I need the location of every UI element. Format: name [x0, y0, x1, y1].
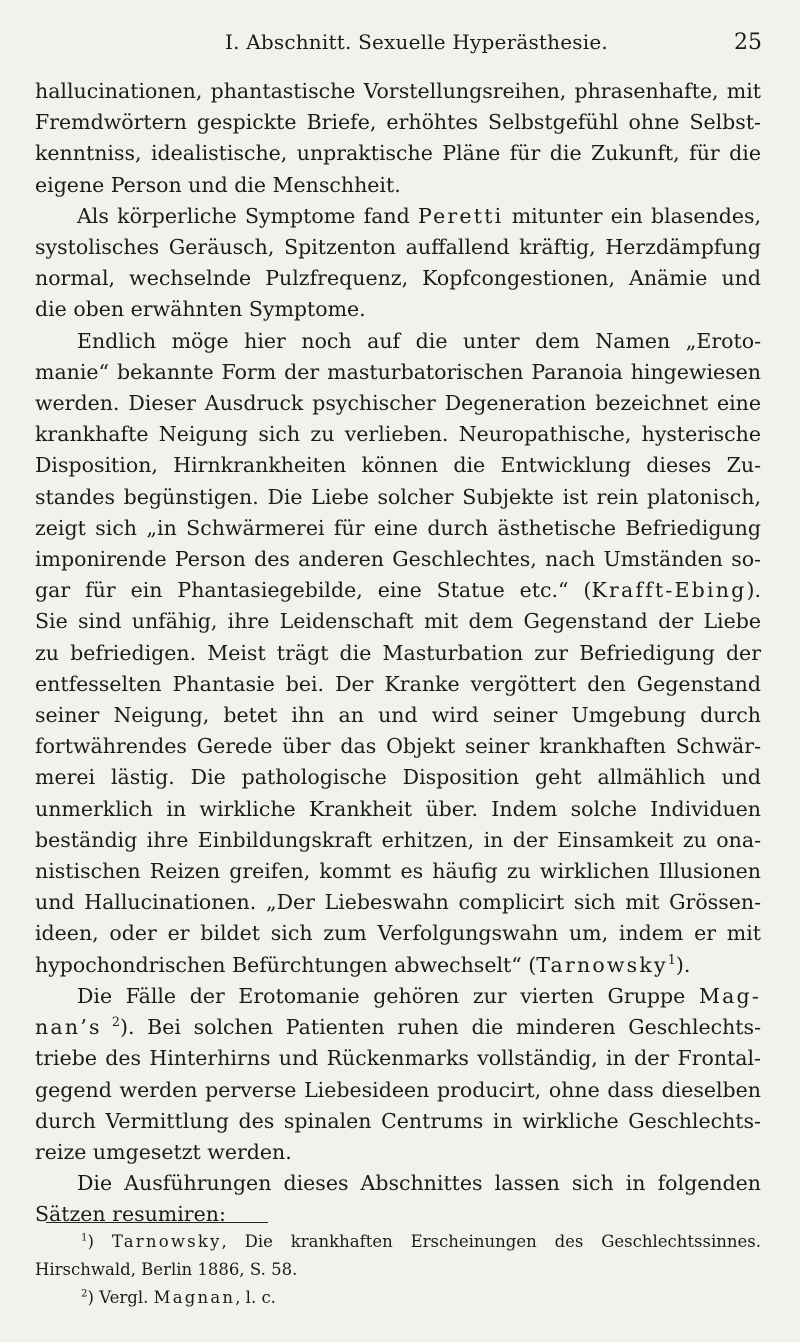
text-line: durch Vermittlung des spinalen Centrums in wirkliche Geschlechts-	[35, 1108, 761, 1133]
author-name-tarnowsky: Tarnowsky	[536, 952, 668, 977]
footnote-1-cont: Hirschwald, Berlin 1886, S. 58.	[35, 1260, 298, 1279]
text-line: eigene Person und die Menschheit.	[35, 172, 401, 197]
text-line: normal, wechselnde Pulzfrequenz, Kopfcongestionen, Anämie und	[35, 266, 761, 291]
text-line: werden. Dieser Ausdruck psychischer Degeneration bezeichnet eine	[35, 391, 761, 416]
text-span: ).	[746, 578, 761, 603]
text-line	[35, 1012, 761, 1043]
text-line: Sätzen resumiren:	[35, 1202, 226, 1227]
footnotes	[35, 1228, 761, 1312]
footnote-ref-2[interactable]: 2	[101, 1014, 120, 1030]
text-line: standes begünstigen. Die Liebe solcher Subjekte ist rein platonisch,	[35, 484, 761, 509]
text-line: manie“ bekannte Form der masturbatorischen Paranoia hingewiesen	[35, 359, 761, 384]
text-span: Als körperliche Symptome fand	[77, 203, 419, 228]
footnote-1: $^1$) Tarnowsky, Die krankhaften Erscheinungen des Geschlechtssinnes.	[81, 1232, 761, 1251]
footnote-ref-1[interactable]: 1	[667, 951, 676, 967]
text-line: kenntniss, idealistische, unpraktische Pläne für die Zukunft, für die	[35, 141, 761, 166]
text-span: , Die krankhaften Erscheinungen des Geschlechtssinnes.	[221, 1232, 761, 1251]
text-line: Disposition, Hirnkrankheiten können die Entwicklung dieses Zu-	[35, 453, 761, 478]
author-name-krafft-ebing: Krafft-Ebing	[591, 578, 747, 603]
footnote-mark-2: 2	[81, 1288, 88, 1300]
text-line: die oben erwähnten Symptome.	[35, 297, 366, 322]
text-span: gar für ein Phantasiegebilde, eine Statue etc.“ (	[35, 578, 592, 603]
text-line: beständig ihre Einbildungskraft erhitzen, in der Einsamkeit zu ona-	[35, 827, 761, 852]
author-name-magnan-cont: nan’s	[35, 1015, 102, 1040]
text-span: Vergl.	[99, 1288, 154, 1307]
text-line: systolisches Geräusch, Spitzenton auffallend kräftig, Herzdämpfung	[35, 235, 761, 260]
text-line: krankhafte Neigung sich zu verlieben. Neuropathische, hysterische	[35, 422, 761, 447]
text-line: ideen, oder er bildet sich zum Verfolgungswahn um, indem er mit	[35, 921, 761, 946]
text-line: fortwährendes Gerede über das Objekt seiner krankhaften Schwär-	[35, 734, 761, 759]
author-name-magnan: Mag-	[698, 983, 761, 1008]
text-line: reize umgesetzt werden.	[35, 1139, 292, 1164]
text-line: triebe des Hinterhirns und Rückenmarks vollständig, in der Frontal-	[35, 1046, 761, 1071]
footnote-mark-1: 1	[81, 1232, 88, 1244]
text-line: unmerklich in wirkliche Krankheit über. Indem solche Individuen	[35, 796, 761, 821]
text-line: zeigt sich „in Schwärmerei für eine durch ästhetische Befriedigung	[35, 515, 761, 540]
text-span: Die Fälle der Erotomanie gehören zur vierten Gruppe	[77, 983, 699, 1008]
text-line: nistischen Reizen greifen, kommt es häufig zu wirklichen Illusionen	[35, 859, 761, 884]
text-line	[35, 575, 761, 606]
text-line: hallucinationen, phantastische Vorstellungsreihen, phrasenhafte, mit	[35, 79, 761, 103]
text-line: gegend werden perverse Liebesideen producirt, ohne dass dieselben	[35, 1077, 761, 1102]
text-span: ). Bei solchen Patienten ruhen die minderen Geschlechts-	[119, 1015, 761, 1040]
running-head	[0, 30, 800, 60]
text-line	[35, 950, 761, 981]
text-line: zu befriedigen. Meist trägt die Masturbation zur Befriedigung der	[35, 640, 761, 665]
chapter-title: I. Abschnitt. Sexuelle Hyperästhesie.	[225, 30, 608, 54]
text-line: merei lästig. Die pathologische Disposition geht allmählich und	[35, 765, 761, 790]
body-text	[35, 76, 761, 1231]
footnote-2: $^2$) Vergl. Magnan, l. c.	[81, 1288, 276, 1307]
text-span: ).	[675, 952, 691, 977]
text-line: Die Ausführungen dieses Abschnittes lassen sich in folgenden	[77, 1171, 761, 1196]
footnote-author-tarnowsky: Tarnowsky	[111, 1232, 222, 1251]
text-line	[35, 981, 761, 1012]
text-line: imponirende Person des anderen Geschlechtes, nach Umständen so-	[35, 547, 761, 572]
text-line: seiner Neigung, betet ihn an und wird seiner Umgebung durch	[35, 703, 761, 728]
text-line: Sie sind unfähig, ihre Leidenschaft mit dem Gegenstand der Liebe	[35, 609, 761, 634]
footnote-author-magnan: Magnan	[153, 1288, 236, 1307]
text-span: hypochondrischen Befürchtungen abwechselt“ (	[35, 952, 537, 977]
text-line: entfesselten Phantasie bei. Der Kranke vergöttert den Gegenstand	[35, 671, 761, 696]
text-line	[35, 201, 761, 232]
text-span: , l. c.	[235, 1288, 276, 1307]
text-line: und Hallucinationen. „Der Liebeswahn complicirt sich mit Grössen-	[35, 890, 761, 915]
page-number: 25	[734, 30, 762, 55]
text-line: Endlich möge hier noch auf die unter dem Namen „Eroto-	[77, 328, 761, 353]
author-name-peretti: Peretti	[418, 203, 504, 228]
text-line: Fremdwörtern gespickte Briefe, erhöhtes Selbstgefühl ohne Selbst-	[35, 110, 761, 135]
text-span: mitunter ein blasendes,	[503, 203, 761, 228]
footnote-divider	[46, 1222, 268, 1223]
